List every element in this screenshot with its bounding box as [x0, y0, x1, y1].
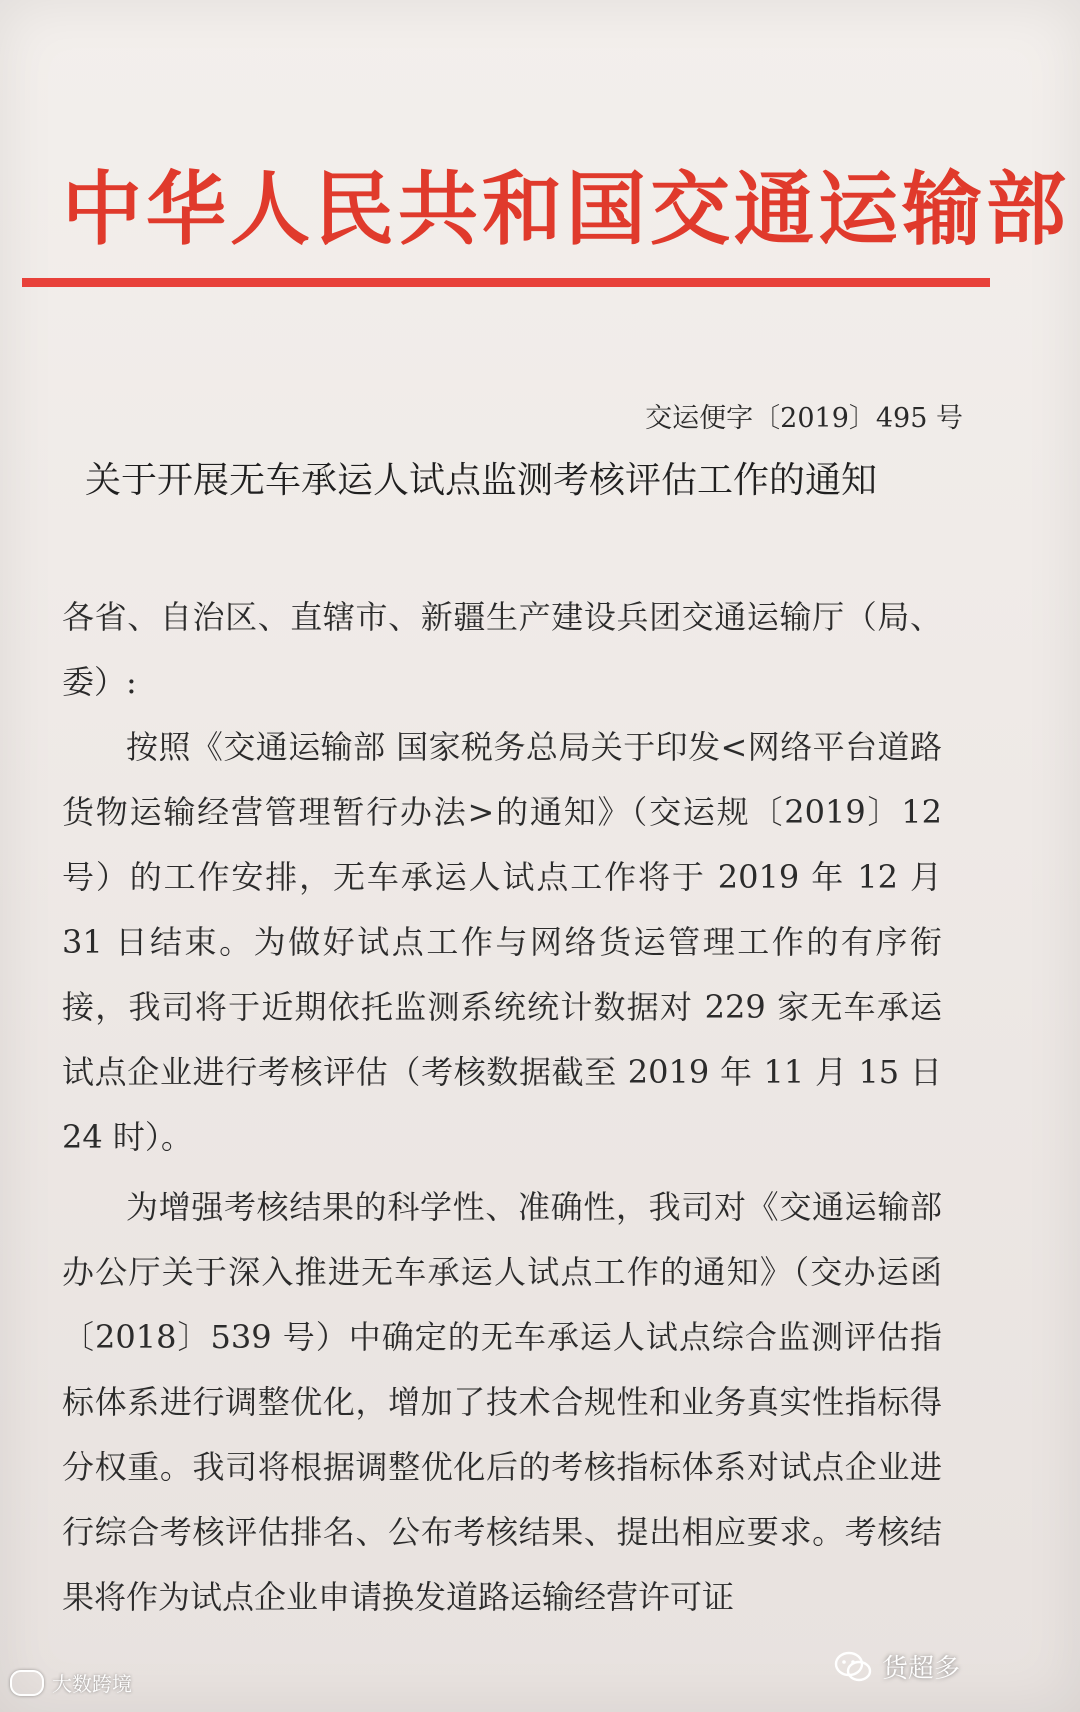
- watermark-right: [834, 1648, 960, 1685]
- watermark-left-text: 大数跨境: [52, 1672, 132, 1696]
- document-body: [62, 585, 942, 1630]
- letterhead-title: 中华人民共和国交通运输部: [62, 163, 1070, 256]
- document-title: 关于开展无车承运人试点监测考核评估工作的通知: [85, 460, 878, 501]
- watermark-left: [10, 1668, 132, 1697]
- paragraph-2: 为增强考核结果的科学性、准确性，我司对《交通运输部办公厅关于深入推进无车承运人试点工作的通知》（交办运函〔2018〕539 号）中确定的无车承运人试点综合监测评估指标体系进行调整优化，增加了技术合规性和业务真实性指标得分权重。我司将根据调整优化后的考核指标体系对试点企业进行综合考核评估排名、公布考核结果、提出相应要求。考核结果将作为试点企业申请换发道路运输经营许可证: [62, 1188, 942, 1616]
- document-number: 交运便字〔2019〕495 号: [645, 403, 963, 434]
- watermark-logo-icon: [10, 1670, 44, 1696]
- red-divider-line: [22, 278, 990, 287]
- paragraph-1: 按照《交通运输部 国家税务总局关于印发<网络平台道路货物运输经营管理暂行办法>的通知》（交运规〔2019〕12 号）的工作安排，无车承运人试点工作将于 2019 年 12 月 31 日结束。为做好试点工作与网络货运管理工作的有序衔接，我司将于近期依托监测系统统计数据对 229 家无车承运试点企业进行考核评估（考核数据截至 2019 年 11 月 15 日 24 时）。: [62, 728, 942, 1156]
- salutation: 各省、自治区、直辖市、新疆生产建设兵团交通运输厅（局、委）:: [62, 598, 942, 701]
- wechat-icon: [834, 1651, 872, 1683]
- watermark-right-text: 货超多: [881, 1654, 960, 1684]
